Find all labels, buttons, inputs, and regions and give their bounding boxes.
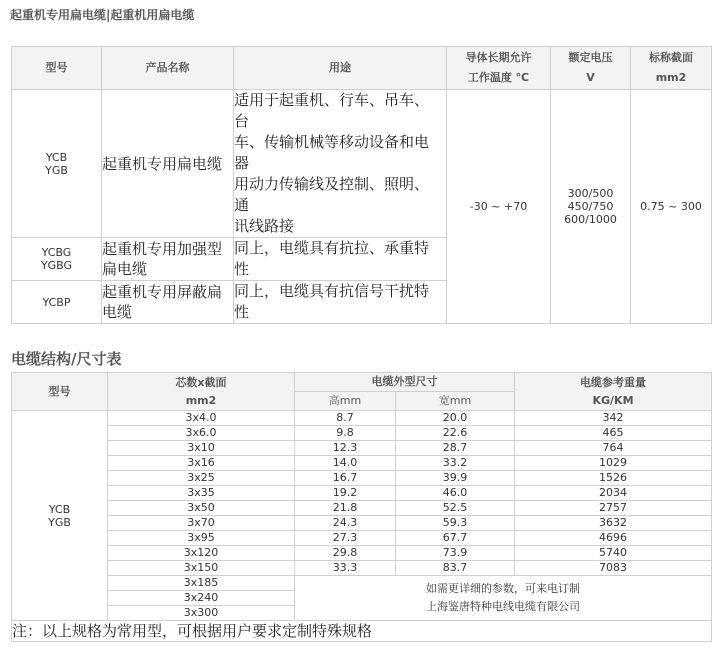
model-cell: YCBP: [12, 281, 102, 324]
spec-cell: 3x35: [108, 486, 295, 501]
weight-cell: 2034: [515, 486, 712, 501]
spec-cell: 3x95: [108, 531, 295, 546]
spec-cell: 3x185: [108, 576, 295, 591]
table-row: [12, 426, 712, 441]
table-row: [12, 516, 712, 531]
table-row: [12, 576, 712, 591]
table-row: [12, 501, 712, 516]
table-row: [12, 441, 712, 456]
product-table: [11, 46, 712, 324]
header-width: 宽mm: [396, 392, 515, 411]
height-cell: 24.3: [295, 516, 396, 531]
header-temperature: 导体长期允许 工作温度 ℃: [447, 47, 551, 90]
weight-cell: 342: [515, 411, 712, 426]
weight-cell: 4696: [515, 531, 712, 546]
table-row: [12, 90, 712, 238]
usage-cell: 同上，电缆具有抗信号干扰特 性: [234, 281, 447, 324]
header-usage: 用途: [234, 47, 447, 90]
spec-cell: 3x6.0: [108, 426, 295, 441]
weight-cell: 1526: [515, 471, 712, 486]
width-cell: 22.6: [396, 426, 515, 441]
spec-cell: 3x4.0: [108, 411, 295, 426]
header-weight: 电缆参考重量 KG/KM: [515, 373, 712, 411]
temperature-cell: -30 ~ +70: [447, 90, 551, 324]
footnote: 注：以上规格为常用型，可根据用户要求定制特殊规格: [12, 621, 712, 642]
spec-cell: 3x25: [108, 471, 295, 486]
header-model: 型号: [12, 47, 102, 90]
width-cell: 83.7: [396, 561, 515, 576]
header-dimensions: 电缆外型尺寸: [295, 373, 515, 392]
footnote-row: [12, 621, 712, 642]
usage-cell: 同上，电缆具有抗拉、承重特 性: [234, 238, 447, 281]
table-row: [12, 411, 712, 426]
height-cell: 33.3: [295, 561, 396, 576]
usage-cell: 适用于起重机、行车、吊车、 台 车、传输机械等移动设备和电 器 用动力传输线及控制、照明、 通 讯线路接: [234, 90, 447, 238]
product-name-cell: 起重机专用加强型 扁电缆: [102, 238, 234, 281]
width-cell: 39.9: [396, 471, 515, 486]
weight-cell: 3632: [515, 516, 712, 531]
table-row: [12, 561, 712, 576]
weight-cell: 764: [515, 441, 712, 456]
height-cell: 29.8: [295, 546, 396, 561]
header-model: 型号: [12, 373, 108, 411]
header-height: 高mm: [295, 392, 396, 411]
header-voltage: 额定电压 V: [551, 47, 631, 90]
spec-cell: 3x240: [108, 591, 295, 606]
dimension-table-header: [12, 373, 712, 392]
width-cell: 28.7: [396, 441, 515, 456]
product-name-cell: 起重机专用扁电缆: [102, 90, 234, 238]
width-cell: 59.3: [396, 516, 515, 531]
height-cell: 14.0: [295, 456, 396, 471]
height-cell: 8.7: [295, 411, 396, 426]
spec-cell: 3x70: [108, 516, 295, 531]
height-cell: 16.7: [295, 471, 396, 486]
spec-cell: 3x50: [108, 501, 295, 516]
width-cell: 20.0: [396, 411, 515, 426]
table-row: [12, 471, 712, 486]
voltage-cell: 300/500 450/750 600/1000: [551, 90, 631, 324]
dimension-table: [11, 372, 712, 642]
height-cell: 9.8: [295, 426, 396, 441]
height-cell: 27.3: [295, 531, 396, 546]
table-row: [12, 486, 712, 501]
table-row: [12, 546, 712, 561]
spec-cell: 3x10: [108, 441, 295, 456]
weight-cell: 7083: [515, 561, 712, 576]
height-cell: 21.8: [295, 501, 396, 516]
height-cell: 19.2: [295, 486, 396, 501]
table-row: [12, 531, 712, 546]
model-cell: YCB YGB: [12, 90, 102, 238]
custom-order-note: 如需更详细的参数，可来电订制 上海鉴唐特种电线电缆有限公司: [295, 576, 712, 621]
width-cell: 67.7: [396, 531, 515, 546]
area-cell: 0.75 ~ 300: [631, 90, 712, 324]
weight-cell: 465: [515, 426, 712, 441]
table-row: [12, 456, 712, 471]
product-name-cell: 起重机专用屏蔽扁 电缆: [102, 281, 234, 324]
header-cores: 芯数x截面 mm2: [108, 373, 295, 411]
width-cell: 33.2: [396, 456, 515, 471]
spec-cell: 3x150: [108, 561, 295, 576]
product-table-header: [12, 47, 712, 90]
model-cell: YCBG YGBG: [12, 238, 102, 281]
header-area: 标称截面 mm2: [631, 47, 712, 90]
width-cell: 52.5: [396, 501, 515, 516]
model-cell: YCB YGB: [12, 411, 108, 621]
height-cell: 12.3: [295, 441, 396, 456]
spec-cell: 3x16: [108, 456, 295, 471]
spec-cell: 3x120: [108, 546, 295, 561]
header-product-name: 产品名称: [102, 47, 234, 90]
weight-cell: 2757: [515, 501, 712, 516]
width-cell: 46.0: [396, 486, 515, 501]
section-title: 电缆结构/尺寸表: [11, 350, 122, 368]
spec-cell: 3x300: [108, 606, 295, 621]
width-cell: 73.9: [396, 546, 515, 561]
page-title: 起重机专用扁电缆|起重机用扁电缆: [10, 8, 195, 22]
weight-cell: 1029: [515, 456, 712, 471]
weight-cell: 5740: [515, 546, 712, 561]
